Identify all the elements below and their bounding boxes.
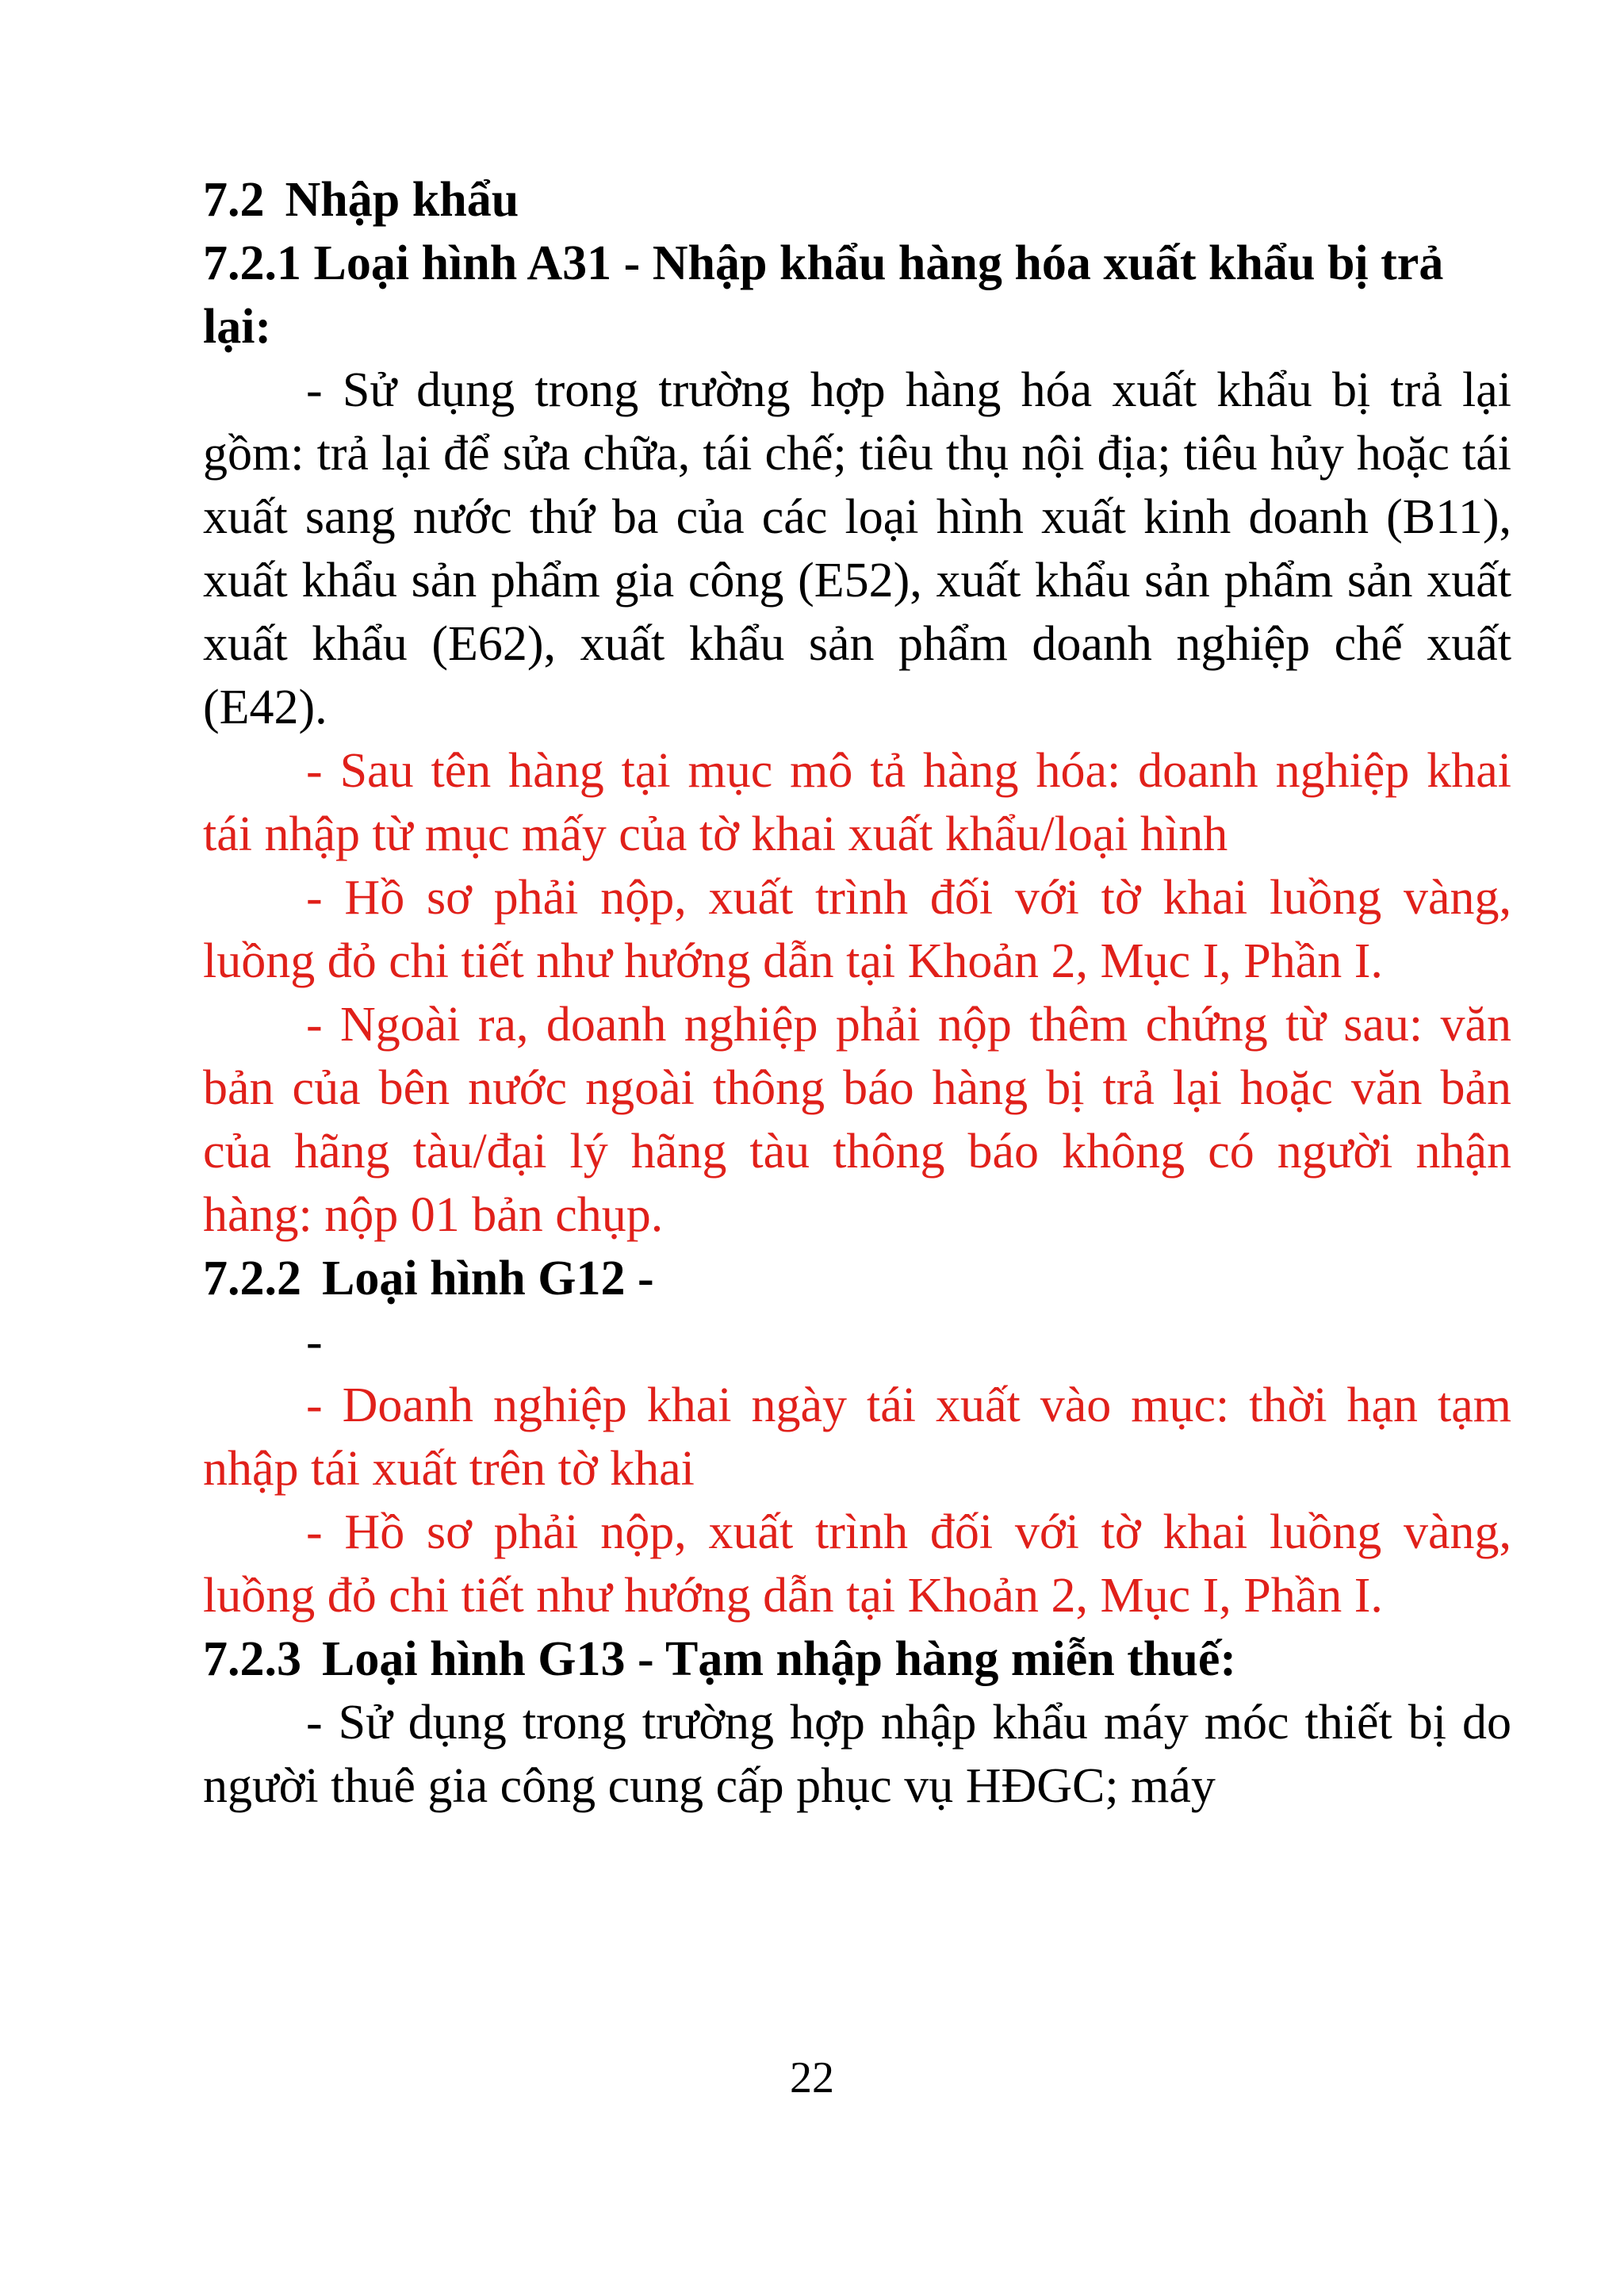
page-number: 22 [790, 2053, 834, 2102]
paragraph-g12-documents: - Hồ sơ phải nộp, xuất trình đối với tờ khai luồng vàng, luồng đỏ chi tiết như hướng dẫn tại Khoản 2, Mục I, Phần I. [203, 1505, 1511, 1623]
paragraph-a31-description: - Sau tên hàng tại mục mô tả hàng hóa: doanh nghiệp khai tái nhập từ mục mấy của tờ khai xuất khẩu/loại hình [203, 744, 1511, 861]
heading-title: Loại hình G13 - Tạm nhập hàng miễn thuế: [322, 1632, 1237, 1686]
paragraph-a31-documents: - Hồ sơ phải nộp, xuất trình đối với tờ khai luồng vàng, luồng đỏ chi tiết như hướng dẫn tại Khoản 2, Mục I, Phần I. [203, 871, 1511, 988]
heading-title: Loại hình G12 - [322, 1251, 654, 1305]
heading-7-2-2 [203, 1247, 1511, 1310]
paragraph-g13-usage: - Sử dụng trong trường hợp nhập khẩu máy móc thiết bị do người thuê gia công cung cấp phục vụ HĐGC; máy [203, 1696, 1511, 1813]
document-page [203, 168, 1511, 1818]
paragraph-a31-usage: - Sử dụng trong trường hợp hàng hóa xuất khẩu bị trả lại gồm: trả lại để sửa chữa, tái chế; tiêu thụ nội địa; tiêu hủy hoặc tái xuất sang nước thứ ba của các loại hình xuất kinh doanh (B11), xuất khẩu sản phẩm gia công (E52), xuất khẩu sản phẩm sản xuất xuất khẩu (E62), xuất khẩu sản phẩm doanh nghiệp chế xuất (E42). [203, 363, 1511, 734]
heading-title: Nhập khẩu [285, 173, 519, 227]
empty-list-item: - [306, 1315, 323, 1369]
heading-7-2-3 [203, 1627, 1511, 1691]
heading-7-2-1: 7.2.1 Loại hình A31 - Nhập khẩu hàng hóa xuất khẩu bị trả lại: [203, 236, 1444, 354]
heading-7-2 [203, 168, 1511, 232]
heading-number: 7.2 [203, 173, 265, 227]
paragraph-g12-reexport-date: - Doanh nghiệp khai ngày tái xuất vào mục: thời hạn tạm nhập tái xuất trên tờ khai [203, 1378, 1511, 1496]
paragraph-a31-additional: - Ngoài ra, doanh nghiệp phải nộp thêm chứng từ sau: văn bản của bên nước ngoài thông báo hàng bị trả lại hoặc văn bản của hãng tàu/đại lý hãng tàu thông báo không có người nhận hàng: nộp 01 bản chụp. [203, 998, 1511, 1242]
heading-number: 7.2.3 [203, 1632, 301, 1686]
heading-number: 7.2.2 [203, 1251, 301, 1305]
